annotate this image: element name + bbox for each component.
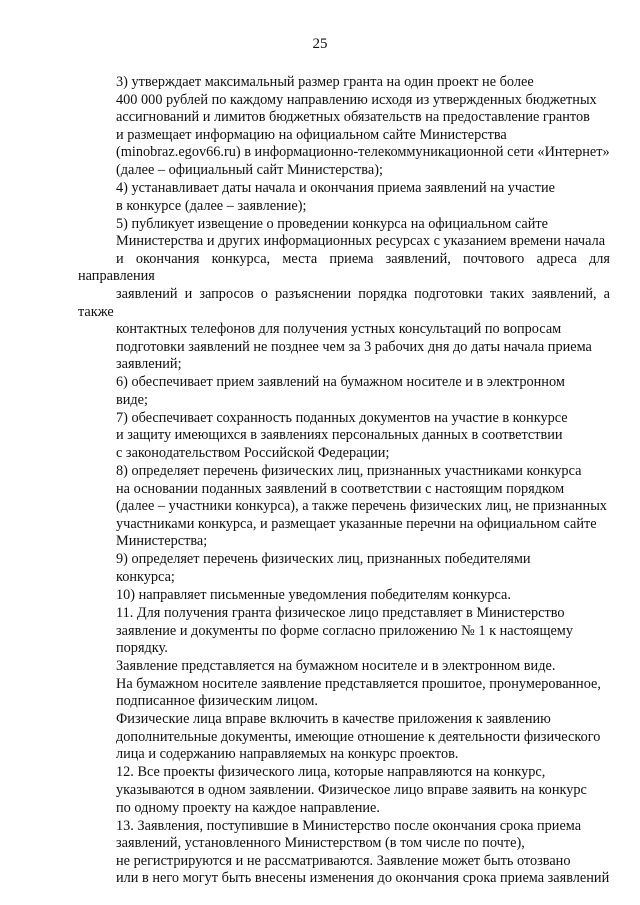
paragraph-item-10 xyxy=(78,587,610,605)
text-line: 5) публикует извещение о проведении конкурса на официальном сайте xyxy=(116,215,549,232)
text-line: на основании поданных заявлений в соответствии с настоящим порядком xyxy=(116,480,565,497)
text-line: конкурса; xyxy=(116,568,175,585)
paragraph-item-4 xyxy=(78,180,610,215)
text-line: (minobraz.egov66.ru) в информационно-телекоммуникационной сети «Интернет» xyxy=(116,144,610,161)
text-line: в конкурсе (далее – заявление); xyxy=(116,197,307,214)
text-line: 400 000 рублей по каждому направлению исходя из утвержденных бюджетных xyxy=(116,91,597,108)
text-line: (далее – официальный сайт Министерства); xyxy=(116,161,383,178)
paragraph-clause-12 xyxy=(78,764,610,817)
text-line: с законодательством Российской Федерации; xyxy=(116,445,390,462)
paragraph-item-7 xyxy=(78,410,610,463)
text-line: (далее – участники конкурса), а также перечень физических лиц, не признанных xyxy=(116,498,607,515)
page-number: 25 xyxy=(312,36,328,52)
text-line: Физические лица вправе включить в качестве приложения к заявлению xyxy=(116,711,551,728)
text-line: заявление и документы по форме согласно приложению № 1 к настоящему xyxy=(116,622,574,639)
text-line: 10) направляет письменные уведомления победителям конкурса. xyxy=(116,586,511,603)
text-line: заявлений; xyxy=(116,356,182,373)
text-line: Заявление представляется на бумажном носителе и в электронном виде. xyxy=(116,658,556,675)
paragraph-clause-11-submission xyxy=(78,658,610,711)
text-line: ассигнований и лимитов бюджетных обязательств на предоставление грантов xyxy=(116,109,590,126)
text-line: 7) обеспечивает сохранность поданных документов на участие в конкурсе xyxy=(116,409,568,426)
text-line: и окончания конкурса, места приема заявлений, почтового адреса для направления xyxy=(78,250,610,285)
text-line: подписанное физическим лицом. xyxy=(116,693,318,710)
text-line: и размещает информацию на официальном сайте Министерства xyxy=(116,126,507,143)
text-line: заявлений и запросов о разъяснении порядка подготовки таких заявлений, а также xyxy=(78,285,610,320)
text-line: 11. Для получения гранта физическое лицо представляет в Министерство xyxy=(116,604,565,621)
text-line: заявлений, установленного Министерством (в том числе по почте), xyxy=(116,835,525,852)
document-body xyxy=(78,74,610,888)
text-line: Министерства; xyxy=(116,533,208,550)
text-line: по одному проекту на каждое направление. xyxy=(116,799,380,816)
text-line: дополнительные документы, имеющие отношение к деятельности физического xyxy=(116,728,601,745)
paragraph-clause-13 xyxy=(78,818,610,888)
text-line: 13. Заявления, поступившие в Министерство после окончания срока приема xyxy=(116,817,582,834)
text-line: указываются в одном заявлении. Физическое лицо вправе заявить на конкурс xyxy=(116,782,587,799)
text-line: лица и содержанию направляемых на конкурс проектов. xyxy=(116,746,459,763)
paragraph-item-5 xyxy=(78,216,610,374)
text-line: Министерства и других информационных ресурсах с указанием времени начала xyxy=(116,233,606,250)
text-line: 12. Все проекты физического лица, которые направляются на конкурс, xyxy=(116,764,546,781)
paragraph-item-6 xyxy=(78,374,610,409)
text-line: 3) утверждает максимальный размер гранта на один проект не более xyxy=(116,74,534,90)
text-line: и защиту имеющихся в заявлениях персональных данных в соответствии xyxy=(116,427,563,444)
text-line: порядку. xyxy=(116,640,168,657)
paragraph-item-3 xyxy=(78,74,610,180)
paragraph-item-8 xyxy=(78,463,610,551)
text-line: виде; xyxy=(116,391,148,408)
text-line: 9) определяет перечень физических лиц, признанных победителями xyxy=(116,551,531,568)
paragraph-clause-11-attachments xyxy=(78,711,610,764)
text-line: подготовки заявлений не позднее чем за 3 рабочих дня до даты начала приема xyxy=(116,338,592,355)
text-line: 4) устанавливает даты начала и окончания приема заявлений на участие xyxy=(116,179,556,196)
text-line: или в него могут быть внесены изменения до окончания срока приема заявлений xyxy=(116,870,610,887)
text-line: не регистрируются и не рассматриваются. Заявление может быть отозвано xyxy=(116,852,571,869)
text-line: 8) определяет перечень физических лиц, признанных участниками конкурса xyxy=(116,463,582,480)
text-line: контактных телефонов для получения устных консультаций по вопросам xyxy=(116,321,562,338)
text-line: участниками конкурса, и размещает указанные перечни на официальном сайте xyxy=(116,515,597,532)
paragraph-item-9 xyxy=(78,551,610,586)
text-line: На бумажном носителе заявление представляется прошитое, пронумерованное, xyxy=(116,675,601,692)
text-line: 6) обеспечивает прием заявлений на бумажном носителе и в электронном xyxy=(116,374,565,391)
paragraph-clause-11 xyxy=(78,605,610,658)
